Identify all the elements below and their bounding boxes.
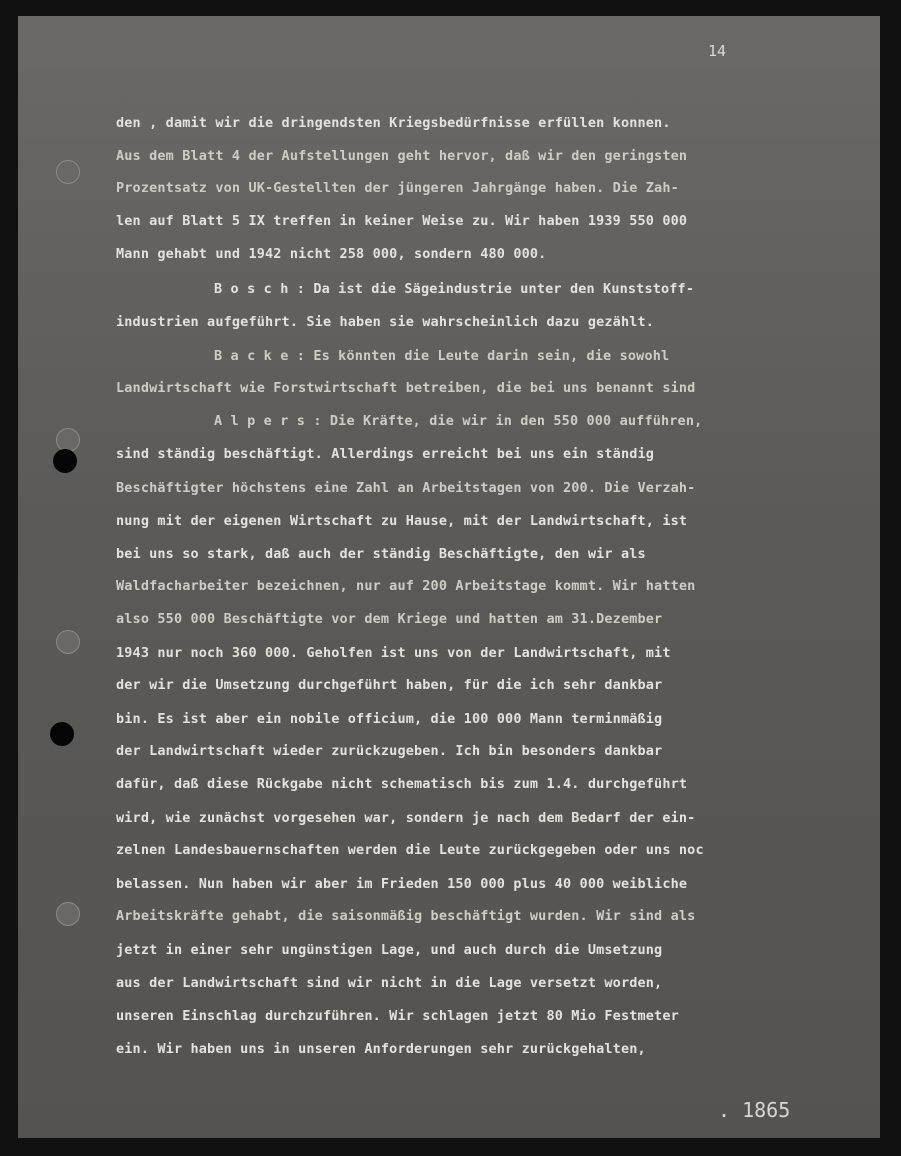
text-line: Prozentsatz von UK-Gestellten der jüngeren Jahrgänge haben. Die Zah- (116, 180, 679, 196)
text-line: bei uns so stark, daß auch der ständig Beschäftigte, den wir als (116, 546, 646, 562)
text-line: also 550 000 Beschäftigte vor dem Kriege und hatten am 31.Dezember (116, 611, 663, 627)
text-line: nung mit der eigenen Wirtschaft zu Hause, mit der Landwirtschaft, ist (116, 513, 688, 529)
punch-hole (56, 902, 80, 926)
text-line: industrien aufgeführt. Sie haben sie wahrscheinlich dazu gezählt. (116, 314, 655, 330)
text-line: ein. Wir haben uns in unseren Anforderungen sehr zurückgehalten, (116, 1041, 646, 1057)
text-line: 1943 nur noch 360 000. Geholfen ist uns von der Landwirtschaft, mit (116, 645, 671, 661)
text-line: belassen. Nun haben wir aber im Frieden 150 000 plus 40 000 weibliche (116, 876, 688, 892)
text-line: den , damit wir die dringendsten Kriegsbedürfnisse erfüllen konnen. (116, 115, 671, 131)
archive-stamp-number: . 1865 (718, 1098, 791, 1122)
speaker-line-bosch: B o s c h : Da ist die Sägeindustrie unter den Kunststoff- (214, 281, 695, 297)
text-line: len auf Blatt 5 IX treffen in keiner Weise zu. Wir haben 1939 550 000 (116, 213, 688, 229)
text-line: der wir die Umsetzung durchgeführt haben, für die ich sehr dankbar (116, 677, 663, 693)
punch-hole (56, 160, 80, 184)
text-line: der Landwirtschaft wieder zurückzugeben. Ich bin besonders dankbar (116, 743, 663, 759)
punch-hole (50, 722, 74, 746)
speaker-line-backe: B a c k e : Es könnten die Leute darin sein, die sowohl (214, 348, 670, 364)
text-line: Landwirtschaft wie Forstwirtschaft betreiben, die bei uns benannt sind (116, 380, 696, 396)
punch-hole (56, 630, 80, 654)
speaker-line-alpers: A l p e r s : Die Kräfte, die wir in den 550 000 aufführen, (214, 413, 703, 429)
text-line: Arbeitskräfte gehabt, die saisonmäßig beschäftigt wurden. Wir sind als (116, 908, 696, 924)
text-line: Beschäftigter höchstens eine Zahl an Arbeitstagen von 200. Die Verzah- (116, 480, 696, 496)
text-line: dafür, daß diese Rückgabe nicht schematisch bis zum 1.4. durchgeführt (116, 776, 688, 792)
text-line: Waldfacharbeiter bezeichnen, nur auf 200 Arbeitstage kommt. Wir hatten (116, 578, 696, 594)
text-line: jetzt in einer sehr ungünstigen Lage, und auch durch die Umsetzung (116, 942, 663, 958)
text-line: zelnen Landesbauernschaften werden die Leute zurückgegeben oder uns noc (116, 842, 704, 858)
text-line: aus der Landwirtschaft sind wir nicht in die Lage versetzt worden, (116, 975, 663, 991)
text-line: bin. Es ist aber ein nobile officium, die 100 000 Mann terminmäßig (116, 711, 663, 727)
punch-hole (53, 449, 77, 473)
text-line: Aus dem Blatt 4 der Aufstellungen geht hervor, daß wir den geringsten (116, 148, 688, 164)
text-line: sind ständig beschäftigt. Allerdings erreicht bei uns ein ständig (116, 446, 655, 462)
text-line: unseren Einschlag durchzuführen. Wir schlagen jetzt 80 Mio Festmeter (116, 1008, 679, 1024)
text-line: Mann gehabt und 1942 nicht 258 000, sondern 480 000. (116, 246, 547, 262)
page-number: 14 (708, 42, 727, 60)
text-line: wird, wie zunächst vorgesehen war, sondern je nach dem Bedarf der ein- (116, 810, 696, 826)
